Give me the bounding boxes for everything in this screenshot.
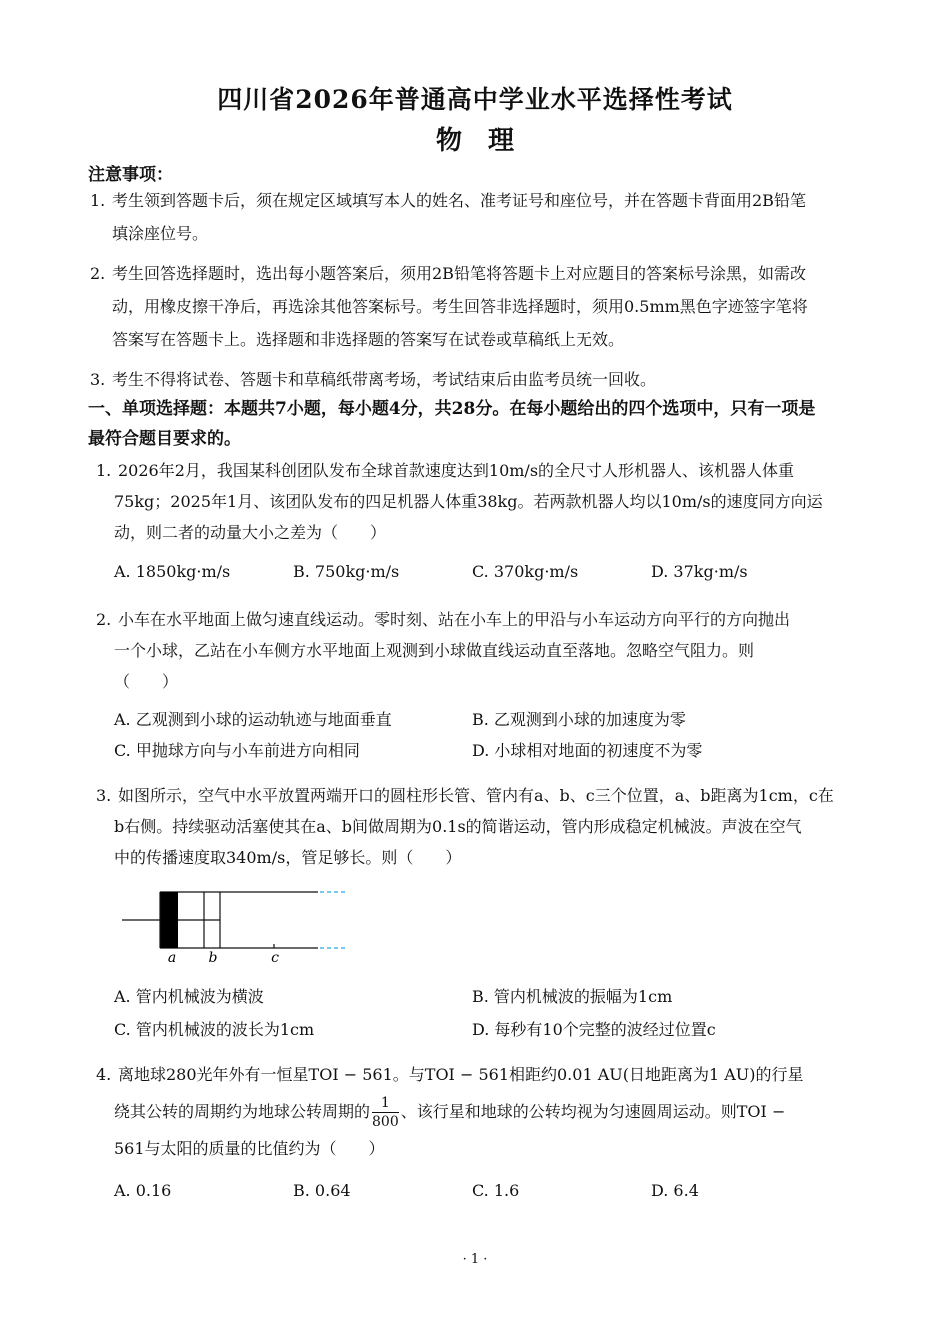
- section-heading-line2: 最符合题目要求的。: [88, 429, 241, 449]
- option-a[interactable]: A. 乙观测到小球的运动轨迹与地面垂直: [114, 710, 392, 729]
- question-number: 4.: [96, 1065, 112, 1084]
- question-text: 一个小球，乙站在小车侧方水平地面上观测到小球做直线运动直至落地。忽略空气阻力。则: [114, 641, 755, 660]
- fraction-numerator: 1: [372, 1094, 399, 1113]
- exam-title: 四川省2026年普通高中学业水平选择性考试: [217, 85, 733, 114]
- fraction: [372, 1094, 399, 1131]
- option-b[interactable]: B. 管内机械波的振幅为1cm: [472, 987, 673, 1006]
- question-1-options: [114, 562, 874, 581]
- question-text: 绕其公转的周期约为地球公转周期的: [114, 1102, 371, 1121]
- option-a[interactable]: A. 0.16: [114, 1181, 172, 1200]
- section-heading: [88, 394, 870, 454]
- option-c[interactable]: C. 1.6: [472, 1181, 520, 1200]
- tube-piston-diagram: [118, 882, 358, 966]
- question-text: （ ）: [114, 672, 179, 691]
- section-heading-line1: 一、单项选择题：本题共7小题，每小题4分，共28分。在每小题给出的四个选项中，只有一项是: [88, 399, 816, 419]
- question-3: [96, 780, 868, 873]
- option-d[interactable]: D. 37kg·m/s: [651, 562, 748, 581]
- note-number: 2.: [90, 264, 106, 283]
- question-number: 1.: [96, 461, 112, 480]
- option-d[interactable]: D. 6.4: [651, 1181, 699, 1200]
- question-number: 3.: [96, 786, 112, 805]
- option-b[interactable]: B. 0.64: [293, 1181, 351, 1200]
- question-text: 离地球280光年外有一恒星TOI − 561。与TOI − 561相距约0.01 AU(日地距离为1 AU)的行星: [118, 1065, 804, 1084]
- option-a[interactable]: A. 管内机械波为横波: [114, 987, 264, 1006]
- notes-heading: 注意事项：: [88, 165, 173, 185]
- note-text: 考生回答选择题时，选出每小题答案后，须用2B铅笔将答题卡上对应题目的答案标号涂黑，如需改: [112, 264, 806, 283]
- note-number: 3.: [90, 370, 106, 389]
- fraction-denominator: 800: [372, 1114, 399, 1130]
- question-text: 2026年2月，我国某科创团队发布全球首款速度达到10m/s的全尺寸人形机器人、该机器人体重: [118, 461, 795, 480]
- option-b[interactable]: B. 乙观测到小球的加速度为零: [472, 710, 686, 729]
- question-number: 2.: [96, 610, 112, 629]
- note-number: 1.: [90, 191, 106, 210]
- question-4-options: [114, 1181, 874, 1200]
- question-text: 75kg；2025年1月、该团队发布的四足机器人体重38kg。若两款机器人均以10m/s的速度同方向运: [114, 492, 823, 511]
- question-text: b右侧。持续驱动活塞使其在a、b间做周期为0.1s的简谐运动，管内形成稳定机械波。声波在空气: [114, 817, 802, 836]
- note-text-cont: 动，用橡皮擦干净后，再选涂其他答案标号。考生回答非选择题时，须用0.5mm黑色字迹签字笔将: [112, 297, 808, 316]
- question-2: [96, 604, 868, 697]
- question-1: [96, 455, 868, 548]
- note-text: 考生不得将试卷、答题卡和草稿纸带离考场，考试结束后由监考员统一回收。: [112, 370, 657, 389]
- question-text: 动，则二者的动量大小之差为（ ）: [114, 523, 387, 542]
- question-text: 如图所示，空气中水平放置两端开口的圆柱形长管、管内有a、b、c三个位置，a、b距离为1cm，c在: [118, 786, 834, 805]
- option-c[interactable]: C. 甲抛球方向与小车前进方向相同: [114, 741, 360, 760]
- question-text: 、该行星和地球的公转均视为匀速圆周运动。则TOI −: [400, 1102, 786, 1121]
- option-d[interactable]: D. 每秒有10个完整的波经过位置c: [472, 1020, 716, 1039]
- question-4: [96, 1060, 868, 1164]
- question-3-options: [114, 980, 874, 1044]
- option-b[interactable]: B. 750kg·m/s: [293, 562, 400, 581]
- exam-subject: 物 理: [435, 126, 514, 156]
- question-text-line2: [96, 1090, 868, 1134]
- page-number: · 1 ·: [462, 1252, 488, 1267]
- piston: [160, 892, 178, 948]
- note-3: [90, 363, 868, 396]
- note-1: [90, 184, 868, 250]
- question-2-options: [114, 703, 874, 765]
- label-a: a: [167, 950, 177, 966]
- note-2: [90, 257, 868, 356]
- question-text: 中的传播速度取340m/s，管足够长。则（ ）: [114, 848, 462, 867]
- option-c[interactable]: C. 管内机械波的波长为1cm: [114, 1020, 315, 1039]
- note-text-cont: 填涂座位号。: [112, 224, 209, 243]
- note-text-cont: 答案写在答题卡上。选择题和非选择题的答案写在试卷或草稿纸上无效。: [112, 330, 625, 349]
- question-text: 小车在水平地面上做匀速直线运动。零时刻、站在小车上的甲沿与小车运动方向平行的方向抛出: [118, 610, 791, 629]
- option-d[interactable]: D. 小球相对地面的初速度不为零: [472, 741, 703, 760]
- question-text: 561与太阳的质量的比值约为（ ）: [114, 1139, 385, 1158]
- option-c[interactable]: C. 370kg·m/s: [472, 562, 579, 581]
- label-c: c: [271, 950, 279, 966]
- option-a[interactable]: A. 1850kg·m/s: [114, 562, 231, 581]
- note-text: 考生领到答题卡后，须在规定区域填写本人的姓名、准考证号和座位号，并在答题卡背面用2B铅笔: [112, 191, 806, 210]
- label-b: b: [208, 950, 218, 966]
